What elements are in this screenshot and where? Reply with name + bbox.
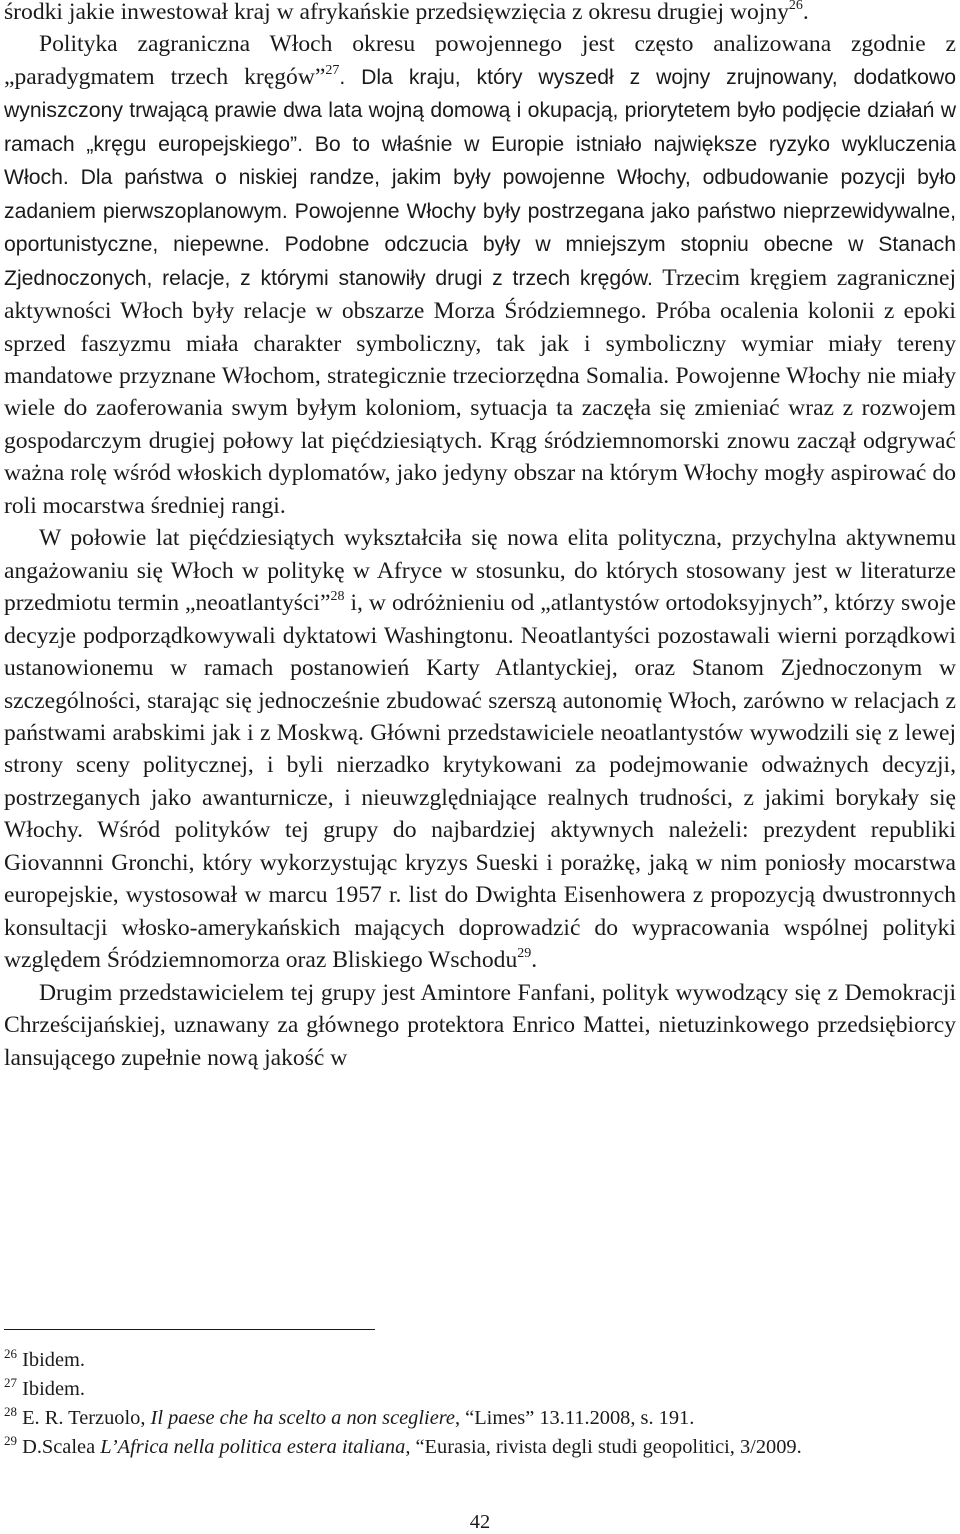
paragraph-2 xyxy=(4,28,956,522)
footnote-text: D.Scalea xyxy=(17,1436,101,1458)
paragraph-text: Polityka zagraniczna Włoch okresu powojennego jest często analizowana zgodnie z „paradygmatem trzech kręgów” xyxy=(4,31,956,90)
footnote-separator xyxy=(4,1329,375,1330)
paragraph-text: Drugim przedstawicielem tej grupy jest Amintore Fanfani, polityk wywodzący się z Demokracji Chrześcijańskiej, uznawany za głównego protektora Enrico Mattei, nietuzinkowego przedsiębiorcy lansującego zupełnie nową jakość w xyxy=(4,979,956,1071)
footnote-text: Ibidem. xyxy=(17,1349,85,1371)
footnote-29 xyxy=(4,1433,956,1462)
footnote-text: Ibidem. xyxy=(17,1378,85,1400)
footnote-ref-27[interactable]: 27 xyxy=(325,62,340,78)
paragraph-3 xyxy=(4,522,956,976)
footnote-ref-29[interactable]: 29 xyxy=(517,946,532,962)
footnote-ref-26[interactable]: 26 xyxy=(788,0,803,13)
paragraph-text-sans: . Dla kraju, który wyszedł z wojny zrujnowany, dodatkowo wyniszczony trwającą prawie dwa lata wojną domową i okupacją, priorytetem było podjęcie działań w ramach „kręgu europejskiego”. Bo to właśnie w Europie istniało największe ryzyko wykluczenia Włoch. Dla państwa o niskiej randze, jakim były powojenne Włochy, odbudowanie pozycji było zadaniem pierwszoplanowym. Powojenne Włochy były postrzegana jako państwo nieprzewidywalne, oportunistyczne, niepewne. Podobne odczucia były w mniejszym stopniu obecne w Stanach Zjednoczonych, relacje, z którymi stanowiły drugi z trzech kręgów. xyxy=(4,65,956,290)
footnote-text: , “Limes” 13.11.2008, s. 191. xyxy=(454,1407,695,1429)
footnote-number: 27 xyxy=(4,1375,17,1390)
footnote-number: 29 xyxy=(4,1433,17,1448)
paragraph-text: . xyxy=(531,947,538,974)
paragraph-4 xyxy=(4,977,956,1074)
main-text xyxy=(4,0,956,1074)
footnote-26 xyxy=(4,1346,956,1375)
page-number: 42 xyxy=(469,1511,491,1533)
paragraph-text: W połowie lat pięćdziesiątych wykształciła się nowa elita polityczna, przychylna aktywnemu angażowaniu się Włoch w politykę w Afryce w stosunku, do których stosowany jest w literaturze przedmiotu termin „neoatlantyści” xyxy=(4,525,956,617)
footnote-ref-28[interactable]: 28 xyxy=(330,589,345,605)
paragraph-text: Trzecim kręgiem zagranicznej aktywności Włoch były relacje w obszarze Morza Śródziemnego. Próba ocalenia kolonii z epoki sprzed faszyzmu miała charakter symboliczny, tak jak i symboliczny wymiar miały tereny mandatowe przyznane Włochom, strategicznie trzeciorzędna Somalia. Powojenne Włochy nie miały wiele do zaoferowania swym byłym koloniom, sytuacja ta zaczęła się zmieniać wraz z rozwojem gospodarczym drugiej połowy lat pięćdziesiątych. Krąg śródziemnomorski znowu zaczął odgrywać ważna rolę wśród włoskich dyplomatów, jako jedyny obszar na którym Włochy mogły aspirować do roli mocarstwa średniej rangi. xyxy=(4,264,956,519)
footnote-number: 28 xyxy=(4,1404,17,1419)
document-page xyxy=(4,0,956,1534)
footnote-title-italic: Il paese che ha scelto a non scegliere xyxy=(150,1407,455,1429)
footnotes xyxy=(4,1346,956,1462)
paragraph-text: środki jakie inwestował kraj w afrykańskie przedsięwzięcia z okresu drugiej wojny xyxy=(4,0,789,25)
footnote-28 xyxy=(4,1404,956,1433)
paragraph-1 xyxy=(4,0,956,28)
footnote-text: E. R. Terzuolo, xyxy=(17,1407,151,1429)
paragraph-text: i, w odróżnieniu od „atlantystów ortodoksyjnych”, którzy swoje decyzje podporządkowywali dyktatowi Washingtonu. Neoatlantyści pozostawali wierni porządkowi ustanowionemu w ramach postanowień Karty Atlantyckiej, oraz Stanom Zjednoczonym w szczególności, starając się jednocześnie zbudować szerszą autonomię Włoch, zarówno w relacjach z państwami arabskimi jak i z Moskwą. Główni przedstawiciele neoatlantystów wywodzili się z lewej strony sceny politycznej, i byli nierzadko krytykowani za podejmowanie odważnych decyzji, postrzeganych jako awanturnicze, i nieuwzględniające realnych trudności, z jakimi borykały się Włochy. Wśród polityków tej grupy do najbardziej aktywnych należeli: prezydent republiki Giovannni Gronchi, który wykorzystując kryzys Sueski i porażkę, jaką w nim poniosły mocarstwa europejskie, wystosował w marcu 1957 r. list do Dwighta Eisenhowera z propozycją dwustronnych konsultacji włosko-amerykańskich mających doprowadzić do wypracowania wspólnej polityki względem Śródziemnomorza oraz Bliskiego Wschodu xyxy=(4,590,956,974)
footnote-27 xyxy=(4,1375,956,1404)
footnote-text: , “Eurasia, rivista degli studi geopolitici, 3/2009. xyxy=(405,1436,802,1458)
paragraph-text: . xyxy=(802,0,809,25)
footnote-title-italic: L’Africa nella politica estera italiana xyxy=(100,1436,406,1458)
footnote-number: 26 xyxy=(4,1346,17,1361)
